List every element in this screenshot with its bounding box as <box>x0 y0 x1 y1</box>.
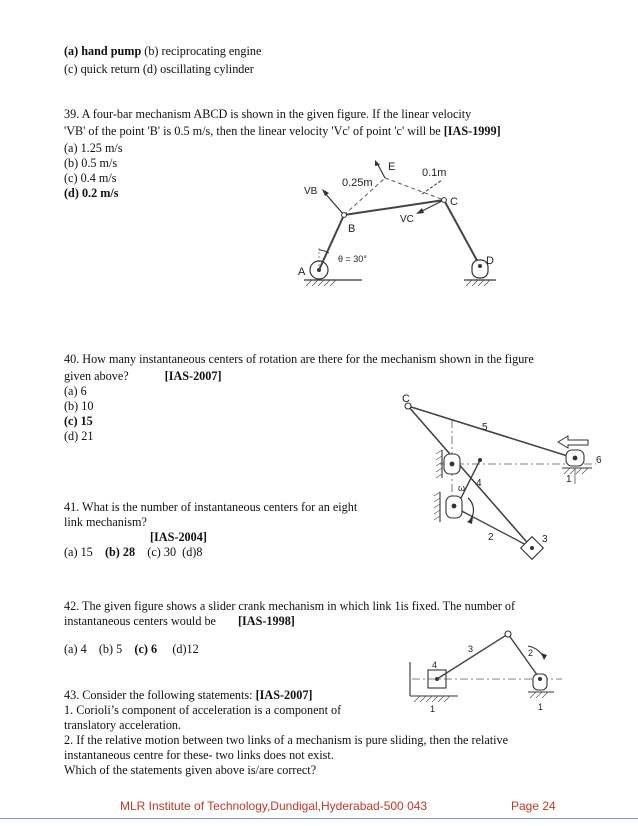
fig39-label-E: E <box>388 161 396 173</box>
q43-statement2-line1: 2. If the relative motion between two links of a mechanism is pure sliding, then the relative <box>64 733 509 747</box>
fig40-label-2: 2 <box>488 532 494 543</box>
q39-option-d: (d) 0.2 m/s <box>64 186 119 200</box>
six-link-mechanism-figure <box>396 390 610 568</box>
q39-option-a: (a) 1.25 m/s <box>64 141 123 155</box>
footer-page-number: Page 24 <box>511 799 556 813</box>
q41-question-line2: link mechanism? <box>64 515 147 529</box>
q39-option-c: (c) 0.4 m/s <box>64 171 117 185</box>
footer-institute: MLR Institute of Technology,Dundigal,Hyderabad-500 043 <box>120 799 428 813</box>
fig42-label-1b: 1 <box>538 702 544 712</box>
fig39-label-VB: VB <box>304 186 318 197</box>
fig40-label-omega: ω <box>458 483 466 493</box>
fig39-label-A: A <box>298 266 306 278</box>
fig39-label-B: B <box>348 223 356 235</box>
fig39-label-theta: θ = 30° <box>338 254 367 264</box>
fig39-label-len1: 0.25m <box>342 177 373 189</box>
q42-question-line2: instantaneous centers would be [IAS-1998] <box>64 614 295 628</box>
fig40-label-6: 6 <box>596 455 602 466</box>
fig39-label-D: D <box>486 255 494 267</box>
q40-option-a: (a) 6 <box>64 384 87 398</box>
q39-option-b: (b) 0.5 m/s <box>64 156 118 170</box>
q43-statement2-line2: instantaneous centre for these- two links does not exist. <box>64 748 334 762</box>
q40-option-c: (c) 15 <box>64 414 93 428</box>
q40-option-d: (d) 21 <box>64 429 94 443</box>
q43-question-ask: Which of the statements given above is/are correct? <box>64 763 317 777</box>
fig40-label-1: 1 <box>566 474 572 485</box>
q43-question-line1: 43. Consider the following statements: [IAS-2007] <box>64 688 313 702</box>
fig42-label-1a: 1 <box>430 704 436 714</box>
q40-question-line2: given above? [IAS-2007] <box>64 369 222 383</box>
fig39-label-VC: VC <box>400 214 414 225</box>
four-bar-mechanism-figure <box>292 150 512 298</box>
fig40-label-3: 3 <box>542 534 548 545</box>
fig42-label-2: 2 <box>528 648 534 658</box>
q40-option-b: (b) 10 <box>64 399 94 413</box>
q41-question-line1: 41. What is the number of instantaneous centers for an eight <box>64 500 358 514</box>
fig42-label-3: 3 <box>468 644 474 654</box>
q42-options: (a) 4 (b) 5 (c) 6 (d)12 <box>64 642 199 656</box>
q43-statement1-line2: translatory acceleration. <box>64 718 182 732</box>
fig40-label-4: 4 <box>476 478 482 489</box>
q43-statement1-line1: 1. Corioli’s component of acceleration is a component of <box>64 703 342 717</box>
fig39-label-C: C <box>450 196 458 208</box>
fig40-label-5: 5 <box>482 422 488 433</box>
fig39-label-len2: 0.1m <box>422 167 447 179</box>
q39-question-line1: 39. A four-bar mechanism ABCD is shown in the given figure. If the linear velocity <box>64 107 472 121</box>
q40-question-line1: 40. How many instantaneous centers of rotation are there for the mechanism shown in the figure <box>64 352 534 366</box>
q38-options-line2: (c) quick return (d) oscillating cylinder <box>64 62 254 76</box>
q42-question-line1: 42. The given figure shows a slider crank mechanism in which link 1is fixed. The number of <box>64 599 516 613</box>
fig42-label-4: 4 <box>432 660 438 670</box>
q41-tag: [IAS-2004] <box>150 530 207 544</box>
fig40-label-C: C <box>402 393 410 405</box>
q41-options: (a) 15 (b) 28 (c) 30 (d)8 <box>64 545 203 559</box>
q38-options-line1: (a) hand pump (b) reciprocating engine <box>64 44 262 58</box>
footer-divider <box>0 818 638 819</box>
slider-crank-figure <box>402 624 572 716</box>
q39-question-line2: 'VB' of the point 'B' is 0.5 m/s, then the linear velocity 'Vc' of point 'c' will be [IAS-1999] <box>64 124 501 138</box>
